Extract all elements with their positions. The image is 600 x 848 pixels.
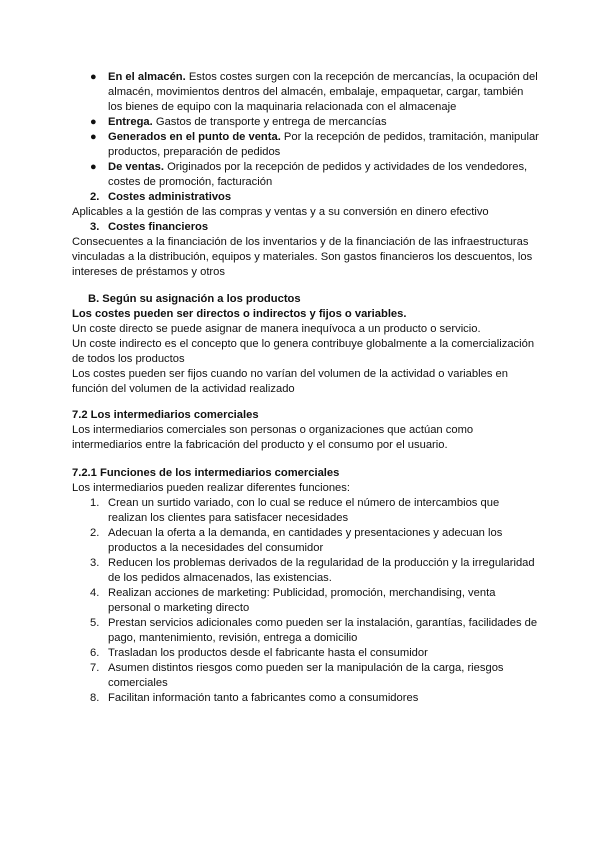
list-item: 7. Asumen distintos riesgos como pueden ser la manipulación de la carga, riesgos comerciales [90, 662, 504, 689]
indirect-cost-text: Un coste indirecto es el concepto que lo genera contribuye globalmente a la comercialización de todos los productos [72, 338, 535, 365]
admin-costs-section [0, 190, 600, 220]
section-7-2-1-intro: Los intermediarios pueden realizar diferentes funciones: [72, 482, 350, 494]
financial-costs-section [0, 220, 600, 280]
cost-type-bullet-list [0, 70, 600, 190]
bullet-icon: ● [90, 131, 97, 143]
list-item: ● En el almacén. Estos costes surgen con la recepción de mercancías, la ocupación del almacén, movimientos dentros del almacén, embalaje, empaquetar, cargar, también los bienes de equipo con la maquinaria relacionada con el almacenaje [90, 71, 538, 113]
section-7-2-title: 7.2 Los intermediarios comerciales [72, 409, 259, 421]
fixed-variable-text: Los costes pueden ser fijos cuando no varían del volumen de la actividad o variables en función del volumen de la actividad realizado [72, 368, 508, 395]
financial-costs-text: Consecuentes a la financiación de los inventarios y de la financiación de las infraestructuras vinculadas a la distribución, equipos y materiales. Son gastos financieros los descuentos, los intereses de préstamos y otros [72, 236, 533, 278]
bullet-icon: ● [90, 71, 97, 83]
bullet-icon: ● [90, 116, 97, 128]
list-item: 5. Prestan servicios adicionales como pueden ser la instalación, garantías, facilidades de pago, mantenimiento, revisión, entrega a domicilio [90, 617, 538, 644]
financial-costs-heading: 3. Costes financieros [90, 221, 209, 233]
list-item: ● De ventas. Originados por la recepción de pedidos y actividades de los vendedores, costes de promoción, facturación [90, 161, 528, 188]
list-item: 8. Facilitan información tanto a fabricantes como a consumidores [90, 692, 419, 704]
list-item: 2. Adecuan la oferta a la demanda, en cantidades y presentaciones y adecuan los productos a la necesidades del consumidor [90, 527, 503, 554]
functions-list [0, 496, 600, 706]
list-item: ● Generados en el punto de venta. Por la recepción de pedidos, tramitación, manipular productos, preparación de pedidos [90, 131, 539, 158]
list-item: ● Entrega. Gastos de transporte y entrega de mercancías [90, 116, 387, 128]
section-7-2-1-title: 7.2.1 Funciones de los intermediarios comerciales [72, 467, 340, 479]
list-item: 1. Crean un surtido variado, con lo cual se reduce el número de intercambios que realizan los clientes para satisfacer necesidades [90, 497, 500, 524]
admin-costs-heading: 2. Costes administrativos [90, 191, 232, 203]
direct-cost-text: Un coste directo se puede asignar de manera inequívoca a un producto o servicio. [72, 323, 481, 335]
section-7-2-1 [0, 466, 600, 706]
section-7-2-text: Los intermediarios comerciales son personas o organizaciones que actúan como intermediarios entre la fabricación del producto y el consumo por el usuario. [72, 424, 474, 451]
bullet-icon: ● [90, 161, 97, 173]
list-item: 6. Trasladan los productos desde el fabricante hasta el consumidor [90, 647, 428, 659]
section-b-title: B. Según su asignación a los productos [88, 293, 301, 305]
section-7-2 [0, 408, 600, 453]
list-item: 4. Realizan acciones de marketing: Publicidad, promoción, merchandising, venta personal o marketing directo [90, 587, 496, 614]
list-item: 3. Reducen los problemas derivados de la regularidad de la producción y la irregularidad de los pedidos almacenados, las existencias. [90, 557, 535, 584]
admin-costs-text: Aplicables a la gestión de las compras y ventas y a su conversión en dinero efectivo [72, 206, 489, 218]
section-b [0, 292, 600, 397]
section-b-subtitle: Los costes pueden ser directos o indirectos y fijos o variables. [72, 308, 407, 320]
